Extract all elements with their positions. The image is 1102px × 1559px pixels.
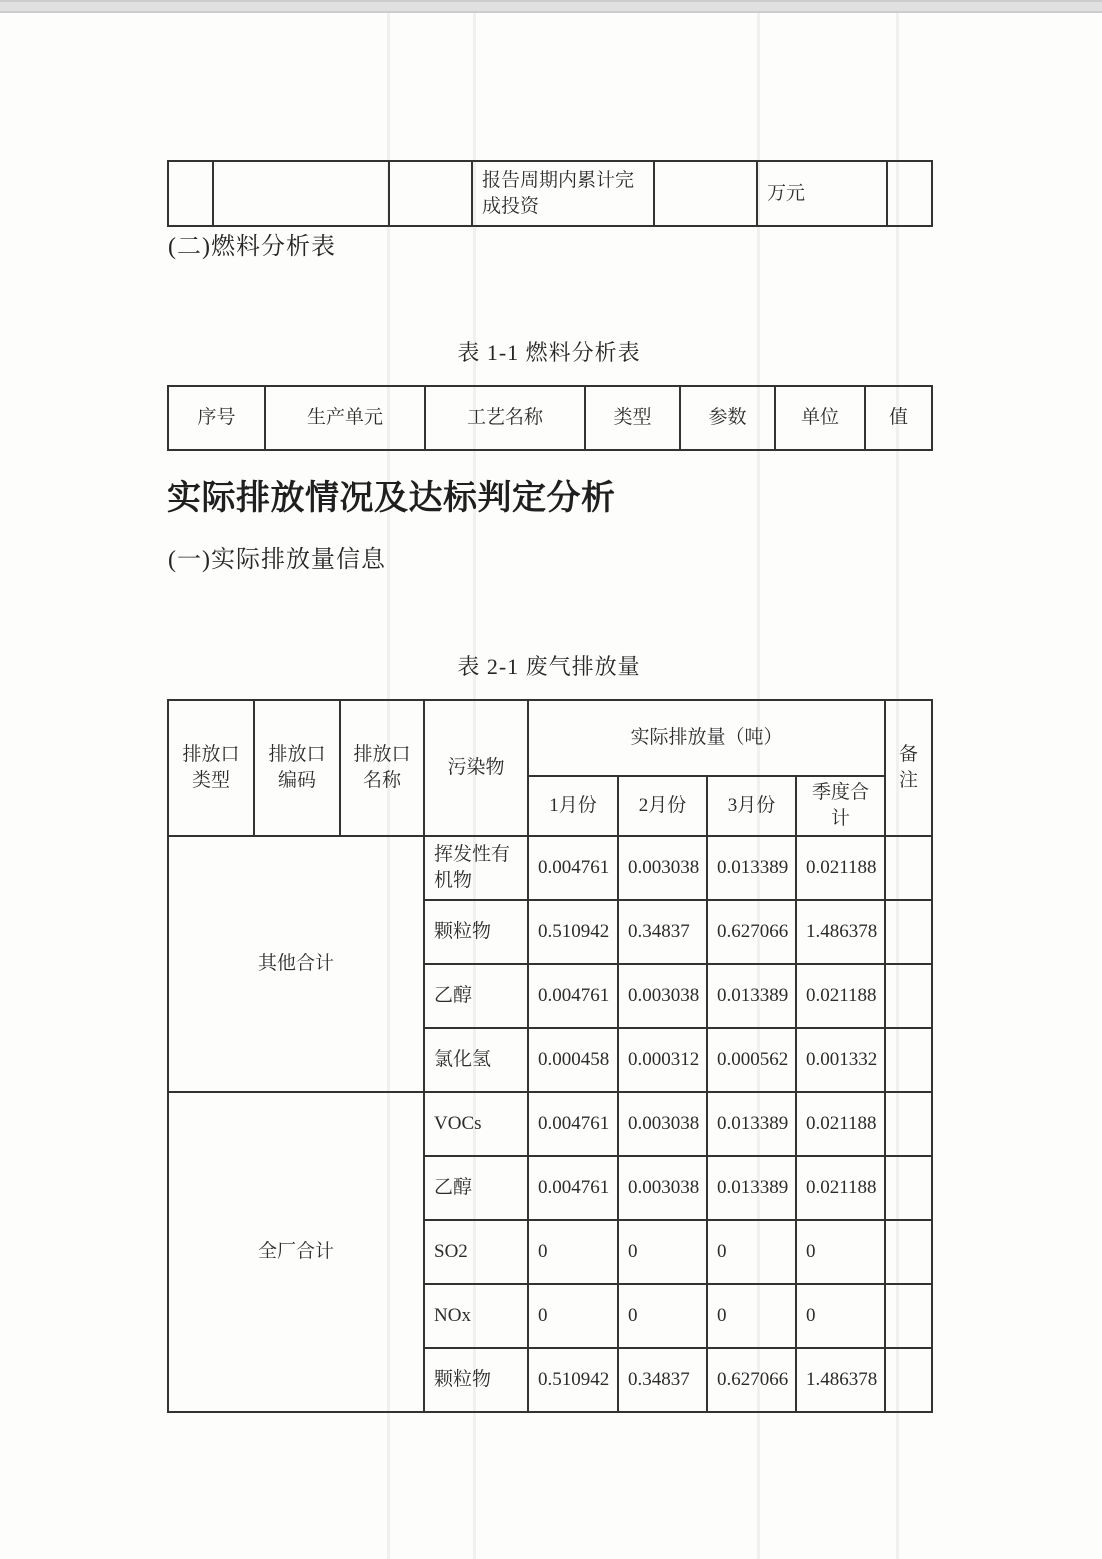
header-month-3: 3月份 [707, 776, 796, 836]
value-mar: 0.627066 [707, 1348, 796, 1412]
empty-cell [654, 161, 757, 226]
pollutant-cell: 挥发性有机物 [424, 836, 528, 900]
value-feb: 0.34837 [618, 1348, 707, 1412]
table-header-row [168, 386, 932, 450]
header-remark: 备注 [885, 700, 932, 836]
header-cell-unit: 生产单元 [265, 386, 425, 450]
remark-cell [885, 1092, 932, 1156]
value-quarter: 0.021188 [796, 1092, 885, 1156]
header-cell-measure: 单位 [775, 386, 865, 450]
header-cell-seq: 序号 [168, 386, 265, 450]
empty-cell [389, 161, 472, 226]
emission-section-heading: (一)实际排放量信息 [168, 547, 386, 573]
empty-cell [168, 161, 213, 226]
remark-cell [885, 900, 932, 964]
investment-label-cell: 报告周期内累计完成投资 [472, 161, 654, 226]
value-mar: 0.013389 [707, 964, 796, 1028]
table-header-row [168, 700, 932, 776]
value-jan: 0.510942 [528, 900, 618, 964]
table-row [168, 161, 932, 226]
pollutant-cell: 颗粒物 [424, 1348, 528, 1412]
group-label-other-total: 其他合计 [168, 836, 424, 1092]
value-feb: 0.003038 [618, 1092, 707, 1156]
value-quarter: 1.486378 [796, 900, 885, 964]
value-jan: 0 [528, 1284, 618, 1348]
value-jan: 0 [528, 1220, 618, 1284]
group-label-plant-total: 全厂合计 [168, 1092, 424, 1412]
pollutant-cell: SO2 [424, 1220, 528, 1284]
value-mar: 0.000562 [707, 1028, 796, 1092]
unit-cell: 万元 [757, 161, 887, 226]
value-mar: 0.013389 [707, 1092, 796, 1156]
header-cell-value: 值 [865, 386, 932, 450]
value-feb: 0.003038 [618, 964, 707, 1028]
fuel-analysis-table [167, 385, 933, 451]
value-quarter: 0.001332 [796, 1028, 885, 1092]
header-quarter-total: 季度合计 [796, 776, 885, 836]
value-feb: 0.34837 [618, 900, 707, 964]
pollutant-cell: 乙醇 [424, 1156, 528, 1220]
value-mar: 0.013389 [707, 1156, 796, 1220]
pollutant-cell: 颗粒物 [424, 900, 528, 964]
value-quarter: 0.021188 [796, 1156, 885, 1220]
empty-cell [887, 161, 932, 226]
value-mar: 0 [707, 1220, 796, 1284]
value-jan: 0.004761 [528, 964, 618, 1028]
value-mar: 0.013389 [707, 836, 796, 900]
value-feb: 0.000312 [618, 1028, 707, 1092]
value-jan: 0.510942 [528, 1348, 618, 1412]
gas-emission-table [167, 699, 933, 1413]
pollutant-cell: 氯化氢 [424, 1028, 528, 1092]
value-feb: 0.003038 [618, 1156, 707, 1220]
remark-cell [885, 1284, 932, 1348]
table-row [168, 1092, 932, 1156]
header-cell-process: 工艺名称 [425, 386, 585, 450]
value-quarter: 0 [796, 1284, 885, 1348]
investment-summary-table [167, 160, 933, 227]
value-mar: 0.627066 [707, 900, 796, 964]
value-jan: 0.004761 [528, 836, 618, 900]
gas-table-caption: 表 2-1 废气排放量 [457, 654, 641, 679]
header-outlet-code: 排放口编码 [254, 700, 340, 836]
value-jan: 0.000458 [528, 1028, 618, 1092]
value-quarter: 0.021188 [796, 836, 885, 900]
fuel-table-caption: 表 1-1 燃料分析表 [457, 340, 641, 365]
header-actual-emission-group: 实际排放量（吨） [528, 700, 885, 776]
header-pollutant: 污染物 [424, 700, 528, 836]
remark-cell [885, 964, 932, 1028]
header-outlet-name: 排放口名称 [340, 700, 424, 836]
value-jan: 0.004761 [528, 1156, 618, 1220]
remark-cell [885, 836, 932, 900]
header-month-1: 1月份 [528, 776, 618, 836]
table-row [168, 836, 932, 900]
remark-cell [885, 1028, 932, 1092]
value-quarter: 1.486378 [796, 1348, 885, 1412]
value-feb: 0.003038 [618, 836, 707, 900]
fuel-section-heading: (二)燃料分析表 [168, 234, 336, 260]
pollutant-cell: 乙醇 [424, 964, 528, 1028]
empty-cell [213, 161, 389, 226]
pollutant-cell: NOx [424, 1284, 528, 1348]
remark-cell [885, 1156, 932, 1220]
header-month-2: 2月份 [618, 776, 707, 836]
value-quarter: 0.021188 [796, 964, 885, 1028]
main-heading: 实际排放情况及达标判定分析 [167, 480, 616, 517]
remark-cell [885, 1220, 932, 1284]
remark-cell [885, 1348, 932, 1412]
value-feb: 0 [618, 1220, 707, 1284]
value-jan: 0.004761 [528, 1092, 618, 1156]
pollutant-cell: VOCs [424, 1092, 528, 1156]
header-outlet-type: 排放口类型 [168, 700, 254, 836]
value-mar: 0 [707, 1284, 796, 1348]
header-cell-type: 类型 [585, 386, 680, 450]
header-cell-param: 参数 [680, 386, 775, 450]
value-quarter: 0 [796, 1220, 885, 1284]
scan-artifact-band [0, 0, 1102, 13]
value-feb: 0 [618, 1284, 707, 1348]
